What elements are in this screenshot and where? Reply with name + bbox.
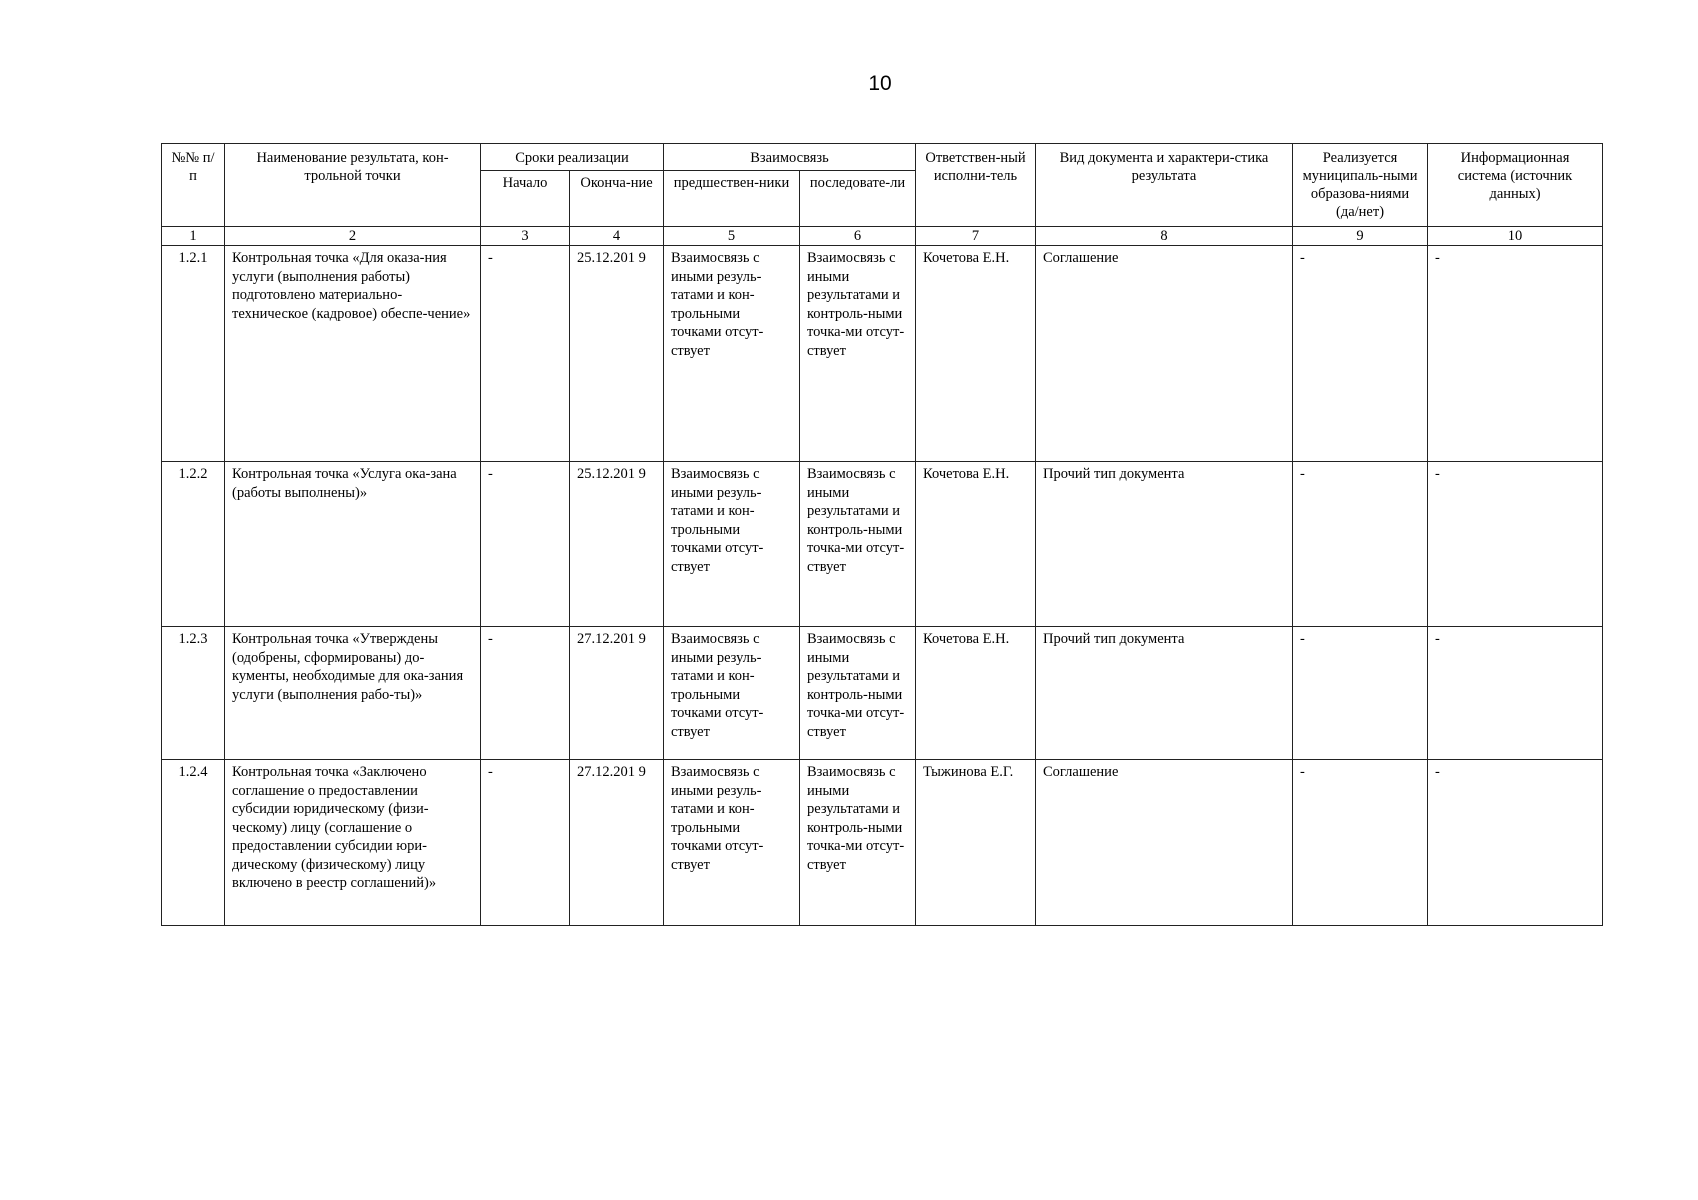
column-number: 2 — [225, 227, 481, 246]
row-name: Контрольная точка «Услуга ока-зана (работы выполнены)» — [225, 462, 481, 627]
row-doc-type: Соглашение — [1036, 246, 1293, 462]
header-responsible: Ответствен-ный исполни-тель — [916, 144, 1036, 227]
row-start: - — [481, 627, 570, 760]
column-number: 3 — [481, 227, 570, 246]
row-successors: Взаимосвязь с иными результатами и контроль-ными точка-ми отсут-ствует — [800, 627, 916, 760]
table-row — [162, 760, 1603, 926]
row-predecessors: Взаимосвязь с иными резуль-татами и кон-трольными точками отсут-ствует — [664, 627, 800, 760]
row-info-system: - — [1428, 627, 1603, 760]
row-successors: Взаимосвязь с иными результатами и контроль-ными точка-ми отсут-ствует — [800, 246, 916, 462]
row-responsible: Кочетова Е.Н. — [916, 462, 1036, 627]
column-number: 9 — [1293, 227, 1428, 246]
row-info-system: - — [1428, 462, 1603, 627]
header-end: Оконча-ние — [570, 171, 664, 227]
row-info-system: - — [1428, 246, 1603, 462]
header-relation: Взаимосвязь — [664, 144, 916, 171]
row-successors: Взаимосвязь с иными результатами и контроль-ными точка-ми отсут-ствует — [800, 760, 916, 926]
column-number: 6 — [800, 227, 916, 246]
row-name: Контрольная точка «Для оказа-ния услуги (выполнения работы) подготовлено материально-техническое (кадровое) обеспе-чение» — [225, 246, 481, 462]
row-municipal: - — [1293, 246, 1428, 462]
row-end: 27.12.201 9 — [570, 760, 664, 926]
table-body — [162, 246, 1603, 926]
header-municipal: Реализуется муниципаль-ными образова-ниями (да/нет) — [1293, 144, 1428, 227]
header-predecessors: предшествен-ники — [664, 171, 800, 227]
row-doc-type: Соглашение — [1036, 760, 1293, 926]
row-doc-type: Прочий тип документа — [1036, 462, 1293, 627]
column-number: 7 — [916, 227, 1036, 246]
row-start: - — [481, 760, 570, 926]
row-number: 1.2.4 — [162, 760, 225, 926]
row-predecessors: Взаимосвязь с иными резуль-татами и кон-трольными точками отсут-ствует — [664, 246, 800, 462]
column-number: 4 — [570, 227, 664, 246]
row-name: Контрольная точка «Заключено соглашение о предоставлении субсидии юридическому (физи-ческому) лицу (соглашение о предоставлении субсидии юри-дическому (физическому) лицу включено в реестр соглашений)» — [225, 760, 481, 926]
header-start: Начало — [481, 171, 570, 227]
row-doc-type: Прочий тип документа — [1036, 627, 1293, 760]
row-number: 1.2.3 — [162, 627, 225, 760]
table-header — [162, 144, 1603, 246]
row-end: 25.12.201 9 — [570, 462, 664, 627]
header-num: №№ п/п — [162, 144, 225, 227]
row-predecessors: Взаимосвязь с иными резуль-татами и кон-трольными точками отсут-ствует — [664, 760, 800, 926]
row-name: Контрольная точка «Утверждены (одобрены, сформированы) до-кументы, необходимые для ока-зания услуги (выполнения рабо-ты)» — [225, 627, 481, 760]
header-name: Наименование результата, кон-трольной точки — [225, 144, 481, 227]
column-number: 8 — [1036, 227, 1293, 246]
table-row — [162, 627, 1603, 760]
header-doc-type: Вид документа и характери-стика результата — [1036, 144, 1293, 227]
row-municipal: - — [1293, 760, 1428, 926]
row-predecessors: Взаимосвязь с иными резуль-татами и кон-трольными точками отсут-ствует — [664, 462, 800, 627]
table-row — [162, 246, 1603, 462]
row-responsible: Тыжинова Е.Г. — [916, 760, 1036, 926]
table-row — [162, 462, 1603, 627]
row-municipal: - — [1293, 627, 1428, 760]
header-info-system: Информационная система (источник данных) — [1428, 144, 1603, 227]
row-end: 27.12.201 9 — [570, 627, 664, 760]
row-number: 1.2.1 — [162, 246, 225, 462]
row-successors: Взаимосвязь с иными результатами и контроль-ными точка-ми отсут-ствует — [800, 462, 916, 627]
row-info-system: - — [1428, 760, 1603, 926]
header-successors: последовате-ли — [800, 171, 916, 227]
row-municipal: - — [1293, 462, 1428, 627]
column-number: 5 — [664, 227, 800, 246]
column-number: 1 — [162, 227, 225, 246]
column-number-row — [162, 227, 1603, 246]
control-points-table — [161, 143, 1603, 926]
row-start: - — [481, 246, 570, 462]
row-end: 25.12.201 9 — [570, 246, 664, 462]
row-responsible: Кочетова Е.Н. — [916, 627, 1036, 760]
row-responsible: Кочетова Е.Н. — [916, 246, 1036, 462]
row-start: - — [481, 462, 570, 627]
row-number: 1.2.2 — [162, 462, 225, 627]
page-number: 10 — [868, 72, 892, 95]
column-number: 10 — [1428, 227, 1603, 246]
header-row-top — [162, 144, 1603, 171]
header-deadlines: Сроки реализации — [481, 144, 664, 171]
